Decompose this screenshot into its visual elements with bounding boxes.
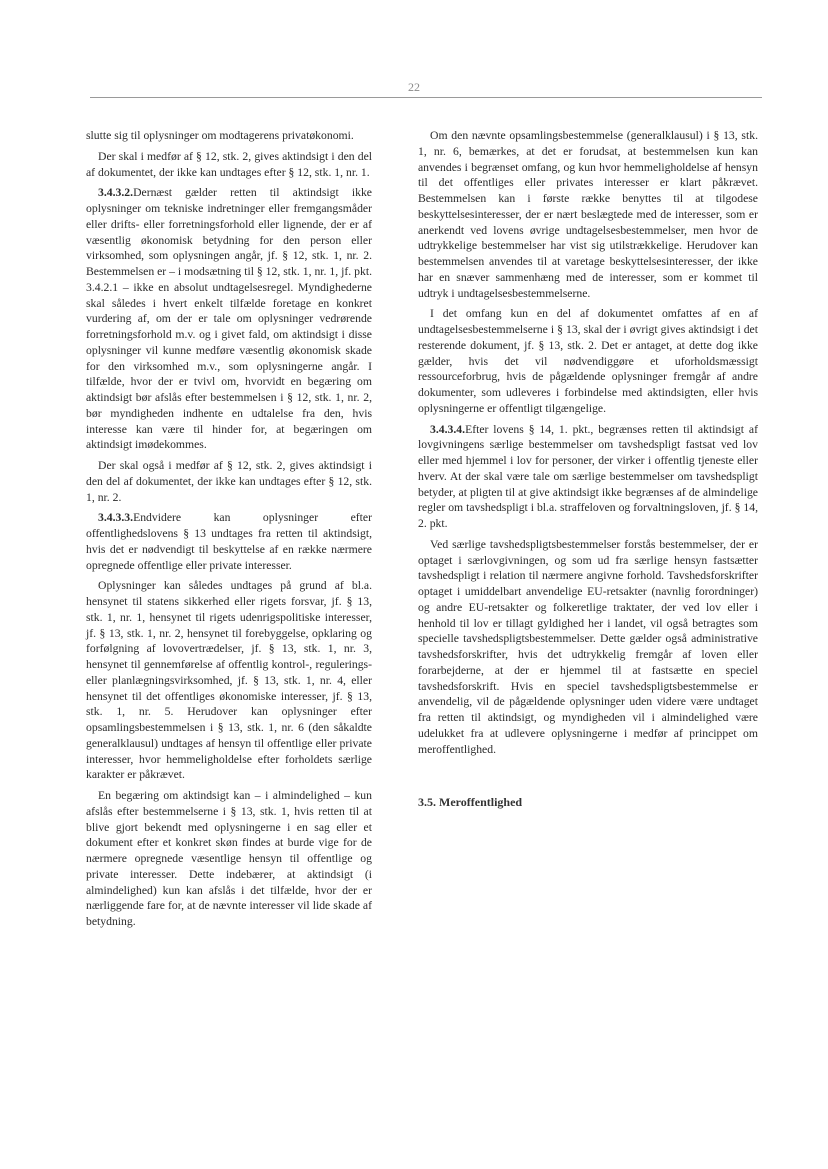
paragraph	[418, 128, 758, 301]
paragraph	[418, 306, 758, 416]
paragraph	[418, 537, 758, 758]
right-column	[418, 128, 758, 811]
paragraph-text: Ved særlige tavshedspligtsbestemmelser forstås bestemmelser, der er optaget i særlovgivningen, og som ud fra særlige hensyn fastsætter tavshedspligt i relation til nærmere angivne forhold. Tavshedsforskrifter optaget i umiddelbart anvendelige EU-retsakter (navnlig forordninger) og andre EU-retsakter og folkeretlige traktater, der ved lov eller i henhold til lov er tillagt gyldighed her i landet, vil også betragtes som specielle tavshedspligtsbestemmelser. Dette gælder også administrative tavshedsforskrifter, hvis det udtrykkelig fremgår af loven eller forarbejderne, at der er hjemmel til at fastsætte en speciel tavshedsforskrift. Hvis en speciel tavshedspligtsbestemmelse er anvendelig, vil de pågældende oplysninger uden videre være undtaget fra retten til aktindsigt, og myndigheden vil i almindelighed være udelukket fra at udlevere oplysningerne i medfør af princippet om meroffentlighed.	[418, 537, 758, 756]
section-number: 3.4.3.4.	[430, 422, 466, 436]
paragraph-text: Der skal i medfør af § 12, stk. 2, gives aktindsigt i den del af dokumentet, der ikke kan undtages efter § 12, stk. 1, nr. 1.	[86, 149, 372, 179]
paragraph	[418, 422, 758, 532]
section-number: 3.4.3.3.	[98, 511, 134, 525]
paragraph	[86, 128, 372, 144]
paragraph	[86, 185, 372, 453]
paragraph-text: Efter lovens § 14, 1. pkt., begrænses retten til aktindsigt af lovgivningens særlige bestemmelser om tavshedspligt fastsat ved lov eller med hjemmel i lov for personer, der virker i offentlig tjeneste eller hverv. At der skal være tale om særlige bestemmelser om tavshedspligt betyder, at pligten til at give aktindsigt ikke begrænses af de almindelige regler om tavshedspligt i bl.a. straffeloven og forvaltningsloven, jf. § 14, 2. pkt.	[418, 422, 758, 530]
paragraph-text: slutte sig til oplysninger om modtagerens privatøkonomi.	[86, 129, 354, 142]
section-number: 3.4.3.2.	[98, 186, 134, 200]
paragraph	[86, 578, 372, 783]
paragraph-text: I det omfang kun en del af dokumentet omfattes af en af undtagelsesbestemmelserne i § 13, skal der i øvrigt gives aktindsigt i det resterende dokument, jf. § 13, stk. 2. Det er antaget, at dette dog ikke gælder, hvis det vil nødvendiggøre et uforholdsmæssigt ressourceforbrug, hvis de pågældende oplysninger fremgår af andre dokumenter, som udleveres i forbindelse med aktindsigten, eller hvis oplysningerne er offentligt tilgængelige.	[418, 307, 758, 415]
paragraph-text: Om den nævnte opsamlingsbestemmelse (generalklausul) i § 13, stk. 1, nr. 6, bemærkes, at det er forudsat, at bestemmelsen kun kan anvendes i begrænset omfang, og kun hvor hemmeligholdelse af hensyn til det offentliges eller privates interesser er klart påkrævet. Bestemmelsen kan i første række benyttes til at tilgodese beskyttelsesinteresser, der er nært beslægtede med de interesser, som er anerkendt ved lovens øvrige undtagelsesbestemmelser, men hvor de udtrykkelige bestemmelser har vist sig utilstrækkelige. Herudover kan bestemmelsen anvendes til at varetage beskyttelsesinteresser, der ikke har en snæver sammenhæng med de interesser, som er kommet til udtryk i undtagelsesbestemmelserne.	[418, 129, 758, 300]
paragraph-text: Dernæst gælder retten til aktindsigt ikke oplysninger om tekniske indretninger eller fremgangsmåder eller drifts- eller forretningsforhold eller lignende, der er af væsentlig økonomisk betydning for den person eller virksomhed, som oplysningen angår, jf. § 12, stk. 1, nr. 2. Bestemmelsen er – i modsætning til § 12, stk. 1, nr. 1, jf. pkt. 3.4.2.1 – ikke en absolut undtagelsesregel. Myndighederne skal således i hvert enkelt tilfælde foretage en konkret vurdering af, om der er tale om oplysninger vedrørende forretningsforhold m.v. og i givet fald, om aktindsigt i disse oplysninger vil kunne medføre væsentlig økonomisk skade for den virksomhed m.v., som oplysningerne angår. I tilfælde, hvor der er tvivl om, hvorvidt en begæring om aktindsigt bør afslås efter bestemmelsen i § 12, stk. 1, nr. 2, bør myndigheden indhente en udtalelse fra den, hvis interesse kan være til hinder for, at begæringen om aktindsigt imødekommes.	[86, 186, 372, 452]
section-heading: 3.5. Meroffentlighed	[418, 795, 523, 810]
header-rule	[90, 97, 762, 98]
paragraph-text: Der skal også i medfør af § 12, stk. 2, gives aktindsigt i den del af dokumentet, der ikke kan undtages efter § 12, stk. 1, nr. 2.	[86, 459, 372, 504]
paragraph	[86, 788, 372, 930]
paragraph-text: Endvidere kan oplysninger efter offentlighedslovens § 13 undtages fra retten til aktindsigt, hvis det er nødvendigt til beskyttelse af en række nærmere opregnede offentlige eller private interesser.	[86, 511, 372, 572]
left-column	[86, 128, 372, 935]
paragraph	[86, 510, 372, 573]
paragraph-text: Oplysninger kan således undtages på grund af bl.a. hensynet til statens sikkerhed eller rigets forsvar, jf. § 13, stk. 1, nr. 1, hensynet til rigets udenrigspolitiske interesser, jf. § 13, stk. 1, nr. 2, hensynet til forebyggelse, opklaring og forfølgning af lovovertrædelser, jf. § 13, stk. 1, nr. 3, hensynet til gennemførelse af offentlig kontrol-, regulerings- eller planlægningsvirksomhed, jf. § 13, stk. 1, nr. 4, eller hensynet til det offentliges økonomiske interesser, jf. § 13, stk. 1, nr. 5. Herudover kan oplysninger efter opsamlingsbestemmelsen i § 13, stk. 1, nr. 6 (den såkaldte generalklausul) undtages af hensyn til offentlige eller private interesser, hvor hemmeligholdelse efter forholdets særlige karakter er påkrævet.	[86, 579, 372, 782]
paragraph	[86, 149, 372, 181]
page-number: 22	[408, 80, 420, 94]
paragraph	[86, 458, 372, 505]
paragraph-text: En begæring om aktindsigt kan – i almindelighed – kun afslås efter bestemmelserne i § 13, stk. 1, hvis retten til at blive gjort bekendt med oplysningerne i en sag eller et dokument efter et konkret skøn findes at burde vige for de nærmere opregnede væsentlige hensyn til offentlige og private interesser. Dette indebærer, at aktindsigt (i almindelighed) kun kan afslås i det tilfælde, hvor der er nærliggende fare for, at de nævnte interesser vil lide skade af betydning.	[86, 789, 372, 928]
